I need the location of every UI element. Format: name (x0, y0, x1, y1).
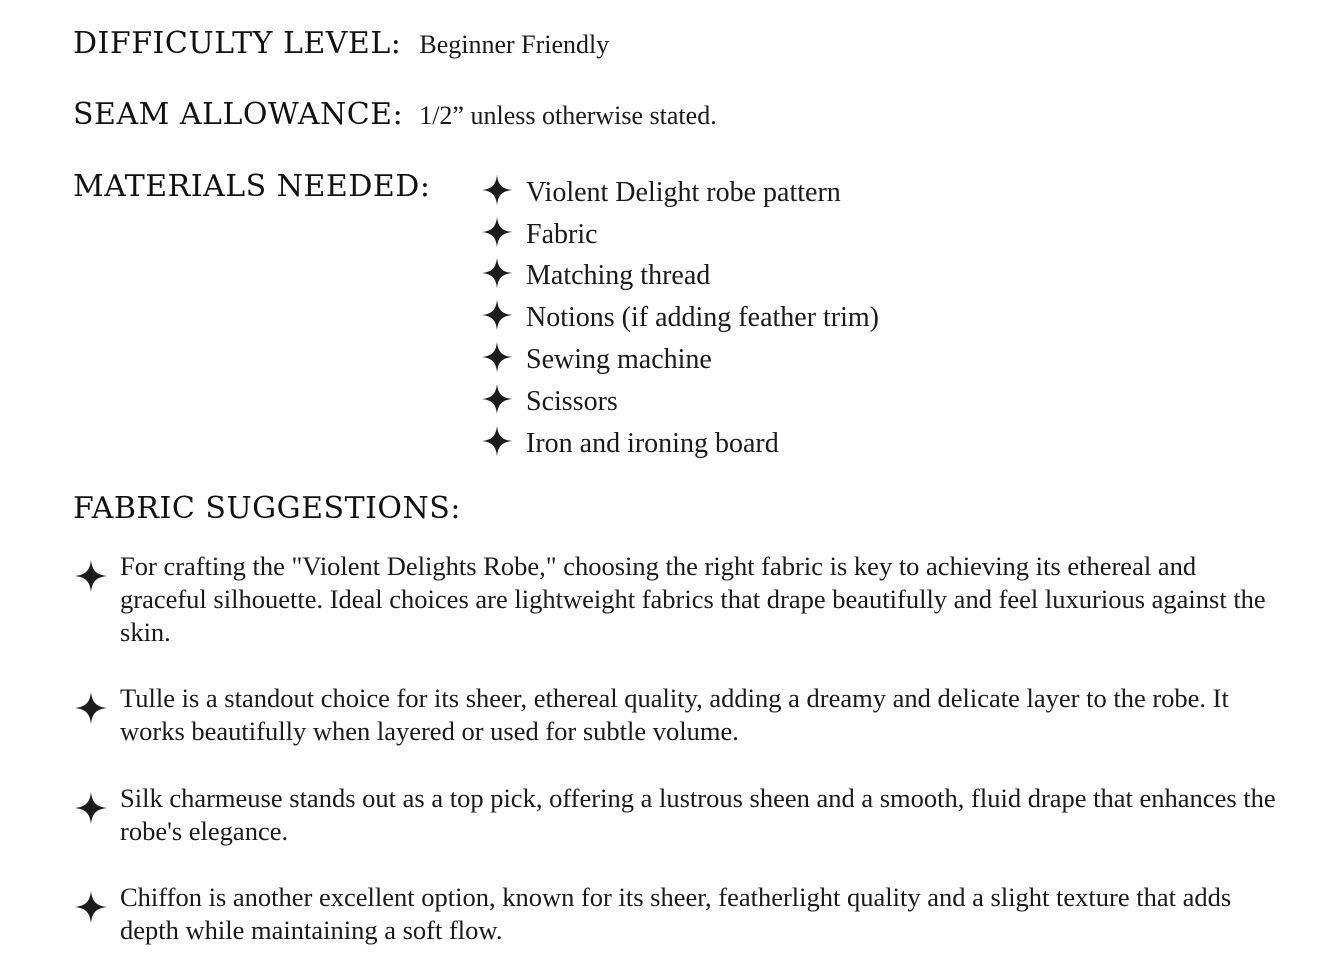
material-item (480, 297, 879, 339)
four-point-star-icon (73, 558, 109, 594)
material-item-label: Sewing machine (526, 344, 712, 376)
four-point-star-icon (73, 690, 109, 726)
fabric-suggestion-text: Tulle is a standout choice for its sheer, ethereal quality, adding a dreamy and delicate layer to the robe. It works beautifully when layered or used for subtle volume. (120, 683, 1229, 747)
four-point-star-icon (480, 340, 514, 374)
materials-heading: MATERIALS NEEDED: (73, 169, 431, 204)
material-item-label: Fabric (526, 218, 598, 250)
fabric-suggestion-text: Chiffon is another excellent option, known for its sheer, featherlight quality and a slight texture that adds depth while maintaining a soft flow. (120, 882, 1232, 946)
fabric-suggestion-item (73, 550, 1283, 650)
material-item (480, 172, 879, 214)
fabric-suggestions-heading: FABRIC SUGGESTIONS: (73, 491, 461, 526)
material-item-label: Matching thread (526, 260, 711, 292)
four-point-star-icon (480, 382, 514, 416)
four-point-star-icon (480, 424, 514, 458)
fabric-suggestion-text: Silk charmeuse stands out as a top pick, offering a lustrous sheen and a smooth, fluid drape that enhances the robe's elegance. (120, 783, 1276, 847)
material-item (480, 339, 879, 381)
fabric-suggestion-text: For crafting the "Violent Delights Robe," choosing the right fabric is key to achieving its ethereal and graceful silhouette. Ideal choices are lightweight fabrics that drape beautifully and feel luxurious against the skin. (120, 551, 1266, 648)
material-item-label: Notions (if adding feather trim) (526, 302, 880, 334)
four-point-star-icon (73, 889, 109, 925)
material-item-label: Violent Delight robe pattern (526, 176, 841, 208)
four-point-star-icon (480, 298, 514, 332)
fabric-suggestion-item (73, 881, 1283, 947)
difficulty-row (73, 26, 609, 61)
material-item-label: Iron and ironing board (526, 427, 779, 459)
fabric-suggestion-item (73, 682, 1283, 748)
material-item-label: Scissors (526, 385, 618, 417)
material-item (480, 214, 879, 256)
difficulty-heading: DIFFICULTY LEVEL: (73, 26, 402, 61)
seam-allowance-value: 1/2” unless otherwise stated. (419, 101, 717, 130)
four-point-star-icon (480, 173, 514, 207)
seam-allowance-heading: SEAM ALLOWANCE: (73, 97, 404, 132)
seam-allowance-row (73, 97, 717, 132)
four-point-star-icon (73, 790, 109, 826)
materials-list (480, 172, 879, 465)
material-item (480, 256, 879, 298)
material-item (480, 381, 879, 423)
material-item (480, 423, 879, 465)
four-point-star-icon (480, 256, 514, 290)
four-point-star-icon (480, 215, 514, 249)
fabric-suggestion-item (73, 782, 1283, 848)
difficulty-value: Beginner Friendly (419, 30, 610, 59)
